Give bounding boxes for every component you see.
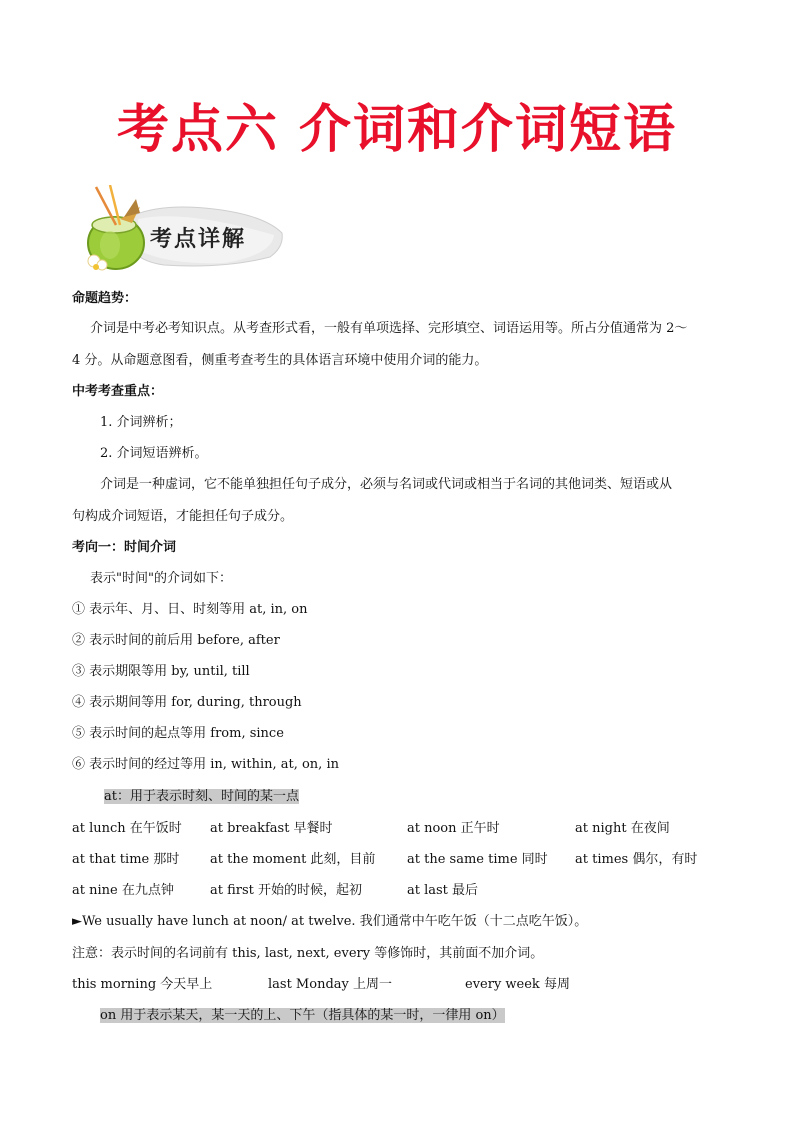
phrase-cell: at lunch 在午饭时	[72, 821, 182, 836]
list-item: ⑥ 表示时间的经过等用 in, within, at, on, in	[72, 757, 339, 772]
section-heading-focus: 中考考查重点：	[72, 384, 164, 399]
paragraph-text: 表示"时间"的介词如下：	[90, 571, 232, 586]
paragraph-text: 介词是中考必考知识点。从考查形式看，一般有单项选择、完形填空、词语运用等。所占分值通常为 2～	[90, 321, 688, 336]
phrase-cell: this morning 今天早上	[72, 977, 213, 992]
paragraph-text: 4 分。从命题意图看，侧重考查考生的具体语言环境中使用介词的能力。	[72, 353, 488, 368]
list-item: ④ 表示期间等用 for, during, through	[72, 695, 302, 710]
note-text: 注意：表示时间的名词前有 this, last, next, every 等修饰时，其前面不加介词。	[72, 946, 544, 961]
section-heading-trend: 命题趋势：	[72, 291, 138, 306]
phrase-cell: at that time 那时	[72, 852, 180, 867]
list-item: 2. 介词短语辨析。	[100, 446, 208, 461]
list-item: ② 表示时间的前后用 before, after	[72, 633, 280, 648]
section-badge: 考点详解	[150, 226, 247, 252]
phrase-cell: at the same time 同时	[407, 852, 548, 867]
phrase-cell: at nine 在九点钟	[72, 883, 174, 898]
phrase-cell: last Monday 上周一	[268, 977, 392, 992]
section-heading-time: 考向一：时间介词	[72, 540, 177, 555]
highlighted-heading-on: on 用于表示某天，某一天的上、下午（指具体的某一时，一律用 on）	[100, 1008, 505, 1023]
highlighted-heading-at: at：用于表示时刻、时间的某一点	[104, 789, 299, 804]
phrase-cell: every week 每周	[465, 977, 570, 992]
phrase-cell: at noon 正午时	[407, 821, 500, 836]
phrase-cell: at night 在夜间	[575, 821, 670, 836]
list-item: 1. 介词辨析；	[100, 415, 182, 430]
page-title: 考点六 介词和介词短语	[116, 100, 678, 160]
example-sentence: ►We usually have lunch at noon/ at twelve. 我们通常中午吃午饭（十二点吃午饭）。	[72, 914, 588, 929]
phrase-cell: at last 最后	[407, 883, 479, 898]
paragraph-text: 句构成介词短语，才能担任句子成分。	[72, 509, 294, 524]
phrase-cell: at first 开始的时候，起初	[210, 883, 363, 898]
phrase-cell: at the moment 此刻，目前	[210, 852, 376, 867]
list-item: ① 表示年、月、日、时刻等用 at, in, on	[72, 602, 308, 617]
phrase-cell: at breakfast 早餐时	[210, 821, 333, 836]
list-item: ③ 表示期限等用 by, until, till	[72, 664, 250, 679]
paragraph-text: 介词是一种虚词，它不能单独担任句子成分，必须与名词或代词或相当于名词的其他词类、短语或从	[100, 477, 673, 492]
phrase-cell: at times 偶尔，有时	[575, 852, 698, 867]
list-item: ⑤ 表示时间的起点等用 from, since	[72, 726, 284, 741]
